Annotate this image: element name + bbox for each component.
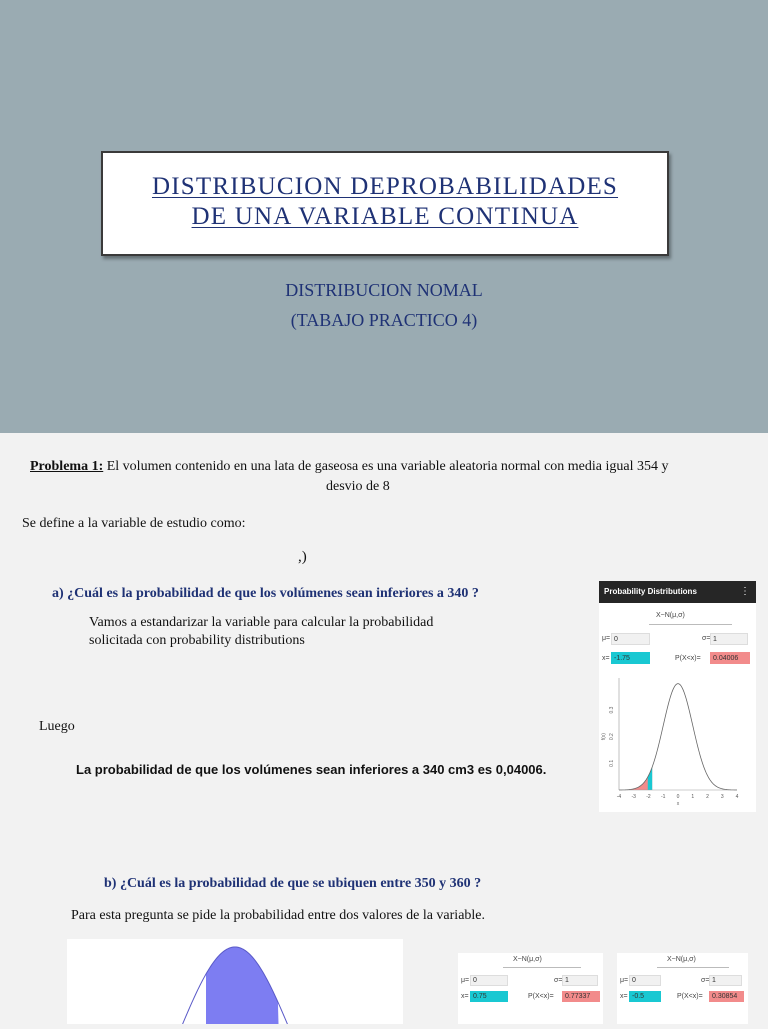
- explanation-a-line-1: Vamos a estandarizar la variable para calcular la probabilidad: [89, 615, 434, 630]
- slide-subtitle-line-1: DISTRIBUCION NOMAL: [285, 280, 483, 300]
- explanation-a-line-2: solicitada con probability distributions: [89, 633, 305, 648]
- mu-input: 0: [470, 975, 508, 986]
- distribution-label: X~N(μ,σ): [656, 612, 685, 619]
- x-axis-label: x: [676, 801, 680, 807]
- question-b: b) ¿Cuál es la probabilidad de que se ubiquen entre 350 y 360 ?: [104, 876, 482, 891]
- x-label: x=: [602, 655, 610, 662]
- distribution-label: X~N(μ,σ): [667, 956, 696, 963]
- mu-input: 0: [629, 975, 661, 986]
- pdf-curve: [619, 684, 737, 790]
- app-title: Probability Distributions: [604, 587, 697, 596]
- x-tick-label: -1: [661, 794, 666, 800]
- y-tick-label: 0.1: [609, 759, 615, 767]
- problem-statement: [30, 459, 668, 475]
- answer-a: La probabilidad de que los volúmenes sean inferiores a 340 cm3 es 0,04006.: [76, 762, 547, 777]
- y-axis-label: f(x): [601, 733, 607, 741]
- x-tick-label: 3: [720, 794, 724, 800]
- distribution-selector-underline: [649, 624, 732, 625]
- x-tick-label: 0: [676, 794, 680, 800]
- probability-label: P(X<x)=: [677, 993, 703, 1000]
- probability-output: 0.04006: [710, 652, 750, 664]
- probability-output: 0.77337: [562, 991, 600, 1002]
- x-label: x=: [620, 993, 628, 1000]
- x-input: -1.75: [611, 652, 650, 664]
- slide-title-line-1: DISTRIBUCION DEPROBABILIDADES: [151, 173, 619, 200]
- probability-app-screenshot-a: [599, 581, 756, 812]
- sigma-input: 1: [562, 975, 598, 986]
- mu-input: 0: [611, 633, 650, 645]
- variable-definition: Se define a la variable de estudio como:: [22, 516, 246, 531]
- interval-curve-svg: [67, 939, 403, 1024]
- problem-text: El volumen contenido en una lata de gaseosa es una variable aleatoria normal con media igual 354 y: [103, 459, 669, 474]
- distribution-selector-underline: [657, 967, 729, 968]
- title-box: [101, 151, 669, 256]
- x-tick-label: -4: [616, 794, 622, 800]
- document-page: [0, 433, 768, 1024]
- x-tick-label: -2: [646, 794, 651, 800]
- normal-pdf-chart: [599, 672, 756, 812]
- x-tick-label: 2: [706, 794, 709, 800]
- distribution-selector-underline: [503, 967, 581, 968]
- question-a: a) ¿Cuál es la probabilidad de que los volúmenes sean inferiores a 340 ?: [52, 586, 479, 601]
- x-label: x=: [461, 993, 469, 1000]
- interval-curve-figure: [67, 939, 403, 1024]
- sigma-label: σ=: [701, 977, 710, 984]
- sigma-input: 1: [709, 975, 742, 986]
- sigma-input: 1: [710, 633, 748, 645]
- explanation-b: Para esta pregunta se pide la probabilidad entre dos valores de la variable.: [71, 908, 486, 923]
- variable-expression: ,): [298, 549, 307, 565]
- probability-app-screenshot-b1: [458, 953, 603, 1024]
- probability-label: P(X<x)=: [528, 993, 554, 1000]
- title-slide: [0, 0, 768, 433]
- y-tick-label: 0.3: [609, 706, 615, 714]
- x-tick-label: 4: [735, 794, 739, 800]
- problem-text-continued: desvio de 8: [326, 479, 390, 494]
- mu-label: μ=: [602, 635, 611, 642]
- overflow-menu-icon: ⋮: [740, 586, 750, 597]
- luego-text: Luego: [39, 719, 75, 734]
- sigma-label: σ=: [702, 635, 711, 642]
- x-input: 0.75: [470, 991, 508, 1002]
- mu-label: μ=: [461, 977, 470, 984]
- sigma-label: σ=: [554, 977, 563, 984]
- slide-subtitle-line-2: (TABAJO PRACTICO 4): [290, 310, 478, 330]
- distribution-label: X~N(μ,σ): [513, 956, 542, 963]
- probability-output: 0.30854: [709, 991, 744, 1002]
- x-input: -0.5: [629, 991, 661, 1002]
- x-tick-label: -3: [631, 794, 636, 800]
- x-tick-label: 1: [691, 794, 695, 800]
- x-marker-band: [648, 767, 652, 790]
- y-tick-label: 0.2: [609, 733, 615, 741]
- slide-title-line-2: DE UNA VARIABLE CONTINUA: [191, 203, 579, 230]
- mu-label: μ=: [620, 977, 629, 984]
- probability-label: P(X<x)=: [675, 655, 701, 662]
- probability-app-screenshot-b2: [617, 953, 748, 1024]
- problem-label: Problema 1:: [30, 459, 104, 474]
- app-title-bar: [599, 581, 756, 603]
